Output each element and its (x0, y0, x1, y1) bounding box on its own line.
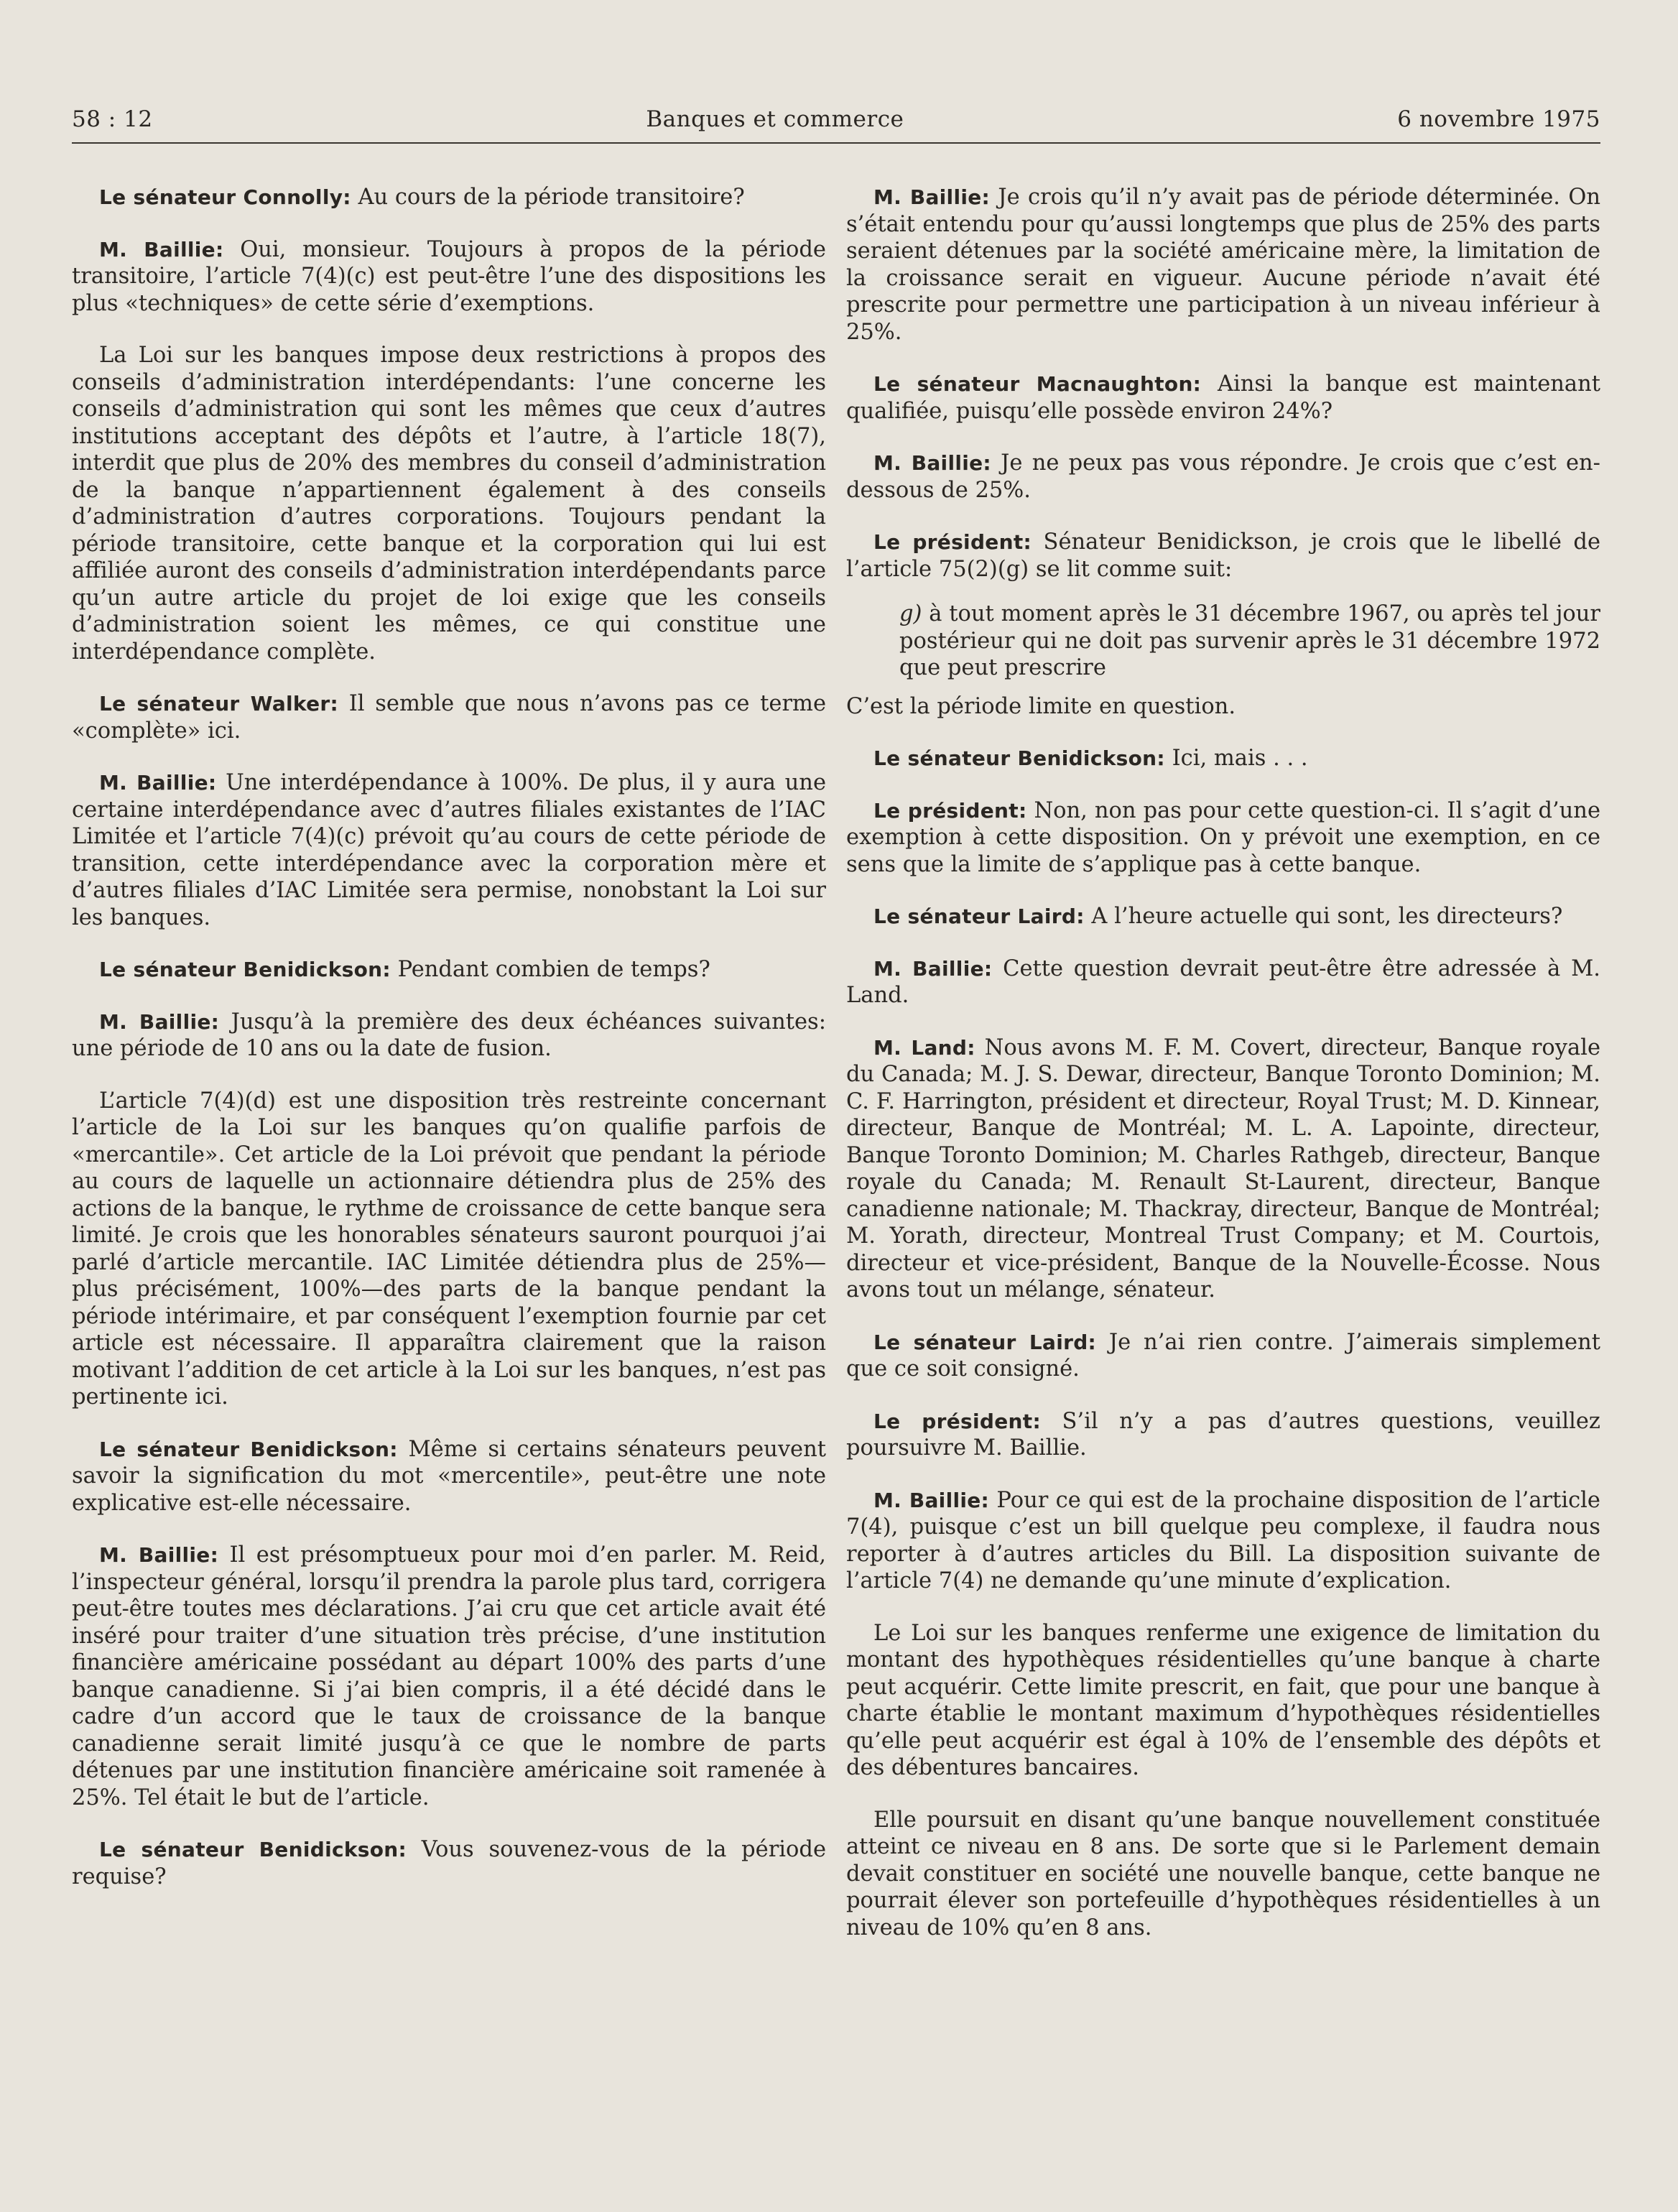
text-columns (72, 184, 1600, 1966)
paragraph (846, 371, 1600, 425)
speaker-name: M. Baillie: (99, 771, 217, 795)
right-column (846, 184, 1600, 1966)
quoted-text (899, 601, 1600, 682)
speaker-name: M. Baillie: (873, 185, 991, 209)
paragraph-text: C’est la période limite en question. (846, 693, 1236, 719)
paragraph (846, 1620, 1600, 1782)
speaker-name: M. Baillie: (99, 237, 224, 262)
paragraph-text: Au cours de la période transitoire? (351, 185, 745, 210)
paragraph-text: Même si certains sénateurs peuvent savoir la signification du mot «mercentile», peut-être une note explicative est-elle nécessaire. (72, 1436, 826, 1516)
paragraph (72, 1542, 826, 1811)
paragraph (846, 529, 1600, 583)
speaker-name: Le président: (873, 530, 1032, 554)
page-number: 58 : 12 (72, 106, 153, 132)
paragraph (72, 184, 826, 211)
paragraph-text: Il est présomptueux pour moi d’en parler. M. Reid, l’inspecteur général, lorsqu’il prendra la parole plus tard, corrigera peut-être toutes mes déclarations. J’ai cru que cet article avait été inséré pour traiter d’une situation très précise, d’une institution financière américaine possédant au départ 100% des parts d’une banque canadienne. Si j’ai bien compris, il a été décidé dans le cadre d’un accord que le taux de croissance de la banque canadienne serait limité jusqu’à ce que le nombre de parts détenues par une institution financière américaine soit ramenée à 25%. Tel était le but de l’article. (72, 1542, 826, 1810)
paragraph (72, 236, 826, 318)
paragraph-text: Oui, monsieur. Toujours à propos de la période transitoire, l’article 7(4)(c) est peut-être l’une des dispositions les plus «techniques» de cette série d’exemptions. (72, 236, 826, 316)
paragraph-text: Je crois qu’il n’y avait pas de période déterminée. On s’était entendu pour qu’aussi longtemps que plus de 25% des parts seraient détenues par la société américaine mère, la limitation de la croissance serait en vigueur. Aucune période n’avait été prescrite pour permettre une participation à un niveau inférieur à 25%. (846, 185, 1600, 345)
paragraph-text: Une interdépendance à 100%. De plus, il y aura une certaine interdépendance avec d’autres filiales existantes de l’IAC Limitée et l’article 7(4)(c) prévoit qu’au cours de cette période de transition, cette interdépendance avec la corporation mère et d’autres filiales d’IAC Limitée sera permise, nonobstant la Loi sur les banques. (72, 770, 826, 930)
speaker-name: M. Baillie: (873, 1488, 990, 1512)
speaker-name: Le sénateur Macnaughton: (873, 372, 1202, 396)
paragraph-text: Cette question devrait peut-être être adressée à M. Land. (846, 955, 1600, 1008)
speaker-name: M. Land: (873, 1035, 975, 1060)
paragraph-text: Non, non pas pour cette question-ci. Il s’agit d’une exemption à cette disposition. On y prévoit une exemption, en ce sens que la limite de s’applique pas à cette banque. (846, 797, 1600, 877)
speaker-name: M. Baillie: (873, 956, 993, 981)
speaker-name: Le sénateur Benidickson: (99, 1437, 398, 1461)
quote-lead: g) (899, 601, 922, 626)
paragraph-text: Jusqu’à la première des deux échéances suivantes: une période de 10 ans ou la date de fusion. (72, 1009, 826, 1061)
paragraph (846, 1487, 1600, 1595)
paragraph-text: Vous souvenez-vous de la période requise? (72, 1837, 826, 1889)
speaker-name: Le sénateur Walker: (99, 692, 338, 716)
paragraph (72, 1088, 826, 1411)
paragraph-text: Il semble que nous n’avons pas ce terme «complète» ici. (72, 691, 827, 744)
paragraph-text: Elle poursuit en disant qu’une banque nouvellement constituée atteint ce niveau en 8 ans. De sorte que si le Parlement demain devait constituer en société une nouvelle banque, cette banque ne pourrait élever son portefeuille d’hypothèques résidentielles à un niveau de 10% qu’en 8 ans. (846, 1807, 1600, 1940)
paragraph (72, 769, 826, 931)
paragraph (846, 1035, 1600, 1304)
speaker-name: Le président: (873, 1409, 1041, 1433)
paragraph (846, 1329, 1600, 1383)
speaker-name: Le président: (873, 798, 1027, 823)
publication-title: Banques et commerce (646, 106, 904, 132)
paragraph-text: La Loi sur les banques impose deux restrictions à propos des conseils d’administration interdépendants: l’une concerne les conseils d’administration qui sont les mêmes que ceux d’autres institutions acceptant des dépôts et l’autre, à l’article 18(7), interdit que plus de 20% des membres du conseil d’administration de la banque n’appartiennent également à des conseils d’administration d’autres corporations. Toujours pendant la période transitoire, cette banque et la corporation qui lui est affiliée auront des conseils d’administration interdépendants parce qu’un autre article du projet de loi exige que les conseils d’administration soient les mêmes, ce qui constitue une interdépendance complète. (72, 343, 826, 665)
speaker-name: M. Baillie: (99, 1543, 219, 1567)
paragraph-text: Je n’ai rien contre. J’aimerais simplement que ce soit consigné. (846, 1329, 1600, 1382)
paragraph-text: Ici, mais . . . (1164, 746, 1308, 771)
paragraph-text: Pour ce qui est de la prochaine disposition de l’article 7(4), puisque c’est un bill quelque peu complexe, il faudra nous reporter à d’autres articles du Bill. La disposition suivante de l’article 7(4) ne demande qu’une minute d’explication. (846, 1487, 1600, 1593)
paragraph-text: Pendant combien de temps? (390, 957, 710, 982)
paragraph (72, 956, 826, 984)
paragraph (846, 1807, 1600, 1942)
left-column (72, 184, 826, 1966)
paragraph-text: Sénateur Benidickson, je crois que le libellé de l’article 75(2)(g) se lit comme suit: (846, 529, 1600, 582)
speaker-name: Le sénateur Connolly: (99, 185, 351, 209)
paragraph-text: Ainsi la banque est maintenant qualifiée, puisqu’elle possède environ 24%? (846, 371, 1600, 424)
paragraph-text: L’article 7(4)(d) est une disposition très restreinte concernant l’article de la Loi sur les banques qu’on qualifie parfois de «mercantile». Cet article de la Loi prévoit que pendant la période au cours de laquelle un actionnaire détiendra plus de 25% des actions de la banque, le rythme de croissance de cette banque sera limité. Je crois que les honorables sénateurs sauront pourquoi j’ai parlé d’article mercantile. IAC Limitée détiendra plus de 25%—plus précisément, 100%—des parts de la banque pendant la période intérimaire, et par conséquent l’exemption fournie par cet article est nécessaire. Il apparaîtra clairement que la raison motivant l’addition de cet article à la Loi sur les banques, n’est pas pertinente ici. (72, 1088, 826, 1410)
paragraph (72, 1436, 826, 1517)
paragraph (846, 1408, 1600, 1462)
quote-body: à tout moment après le 31 décembre 1967, ou après tel jour postérieur qui ne doit pas survenir après le 31 décembre 1972 que peut prescrire (899, 601, 1600, 680)
page-header (72, 106, 1600, 144)
paragraph (846, 903, 1600, 930)
paragraph-text: A l’heure actuelle qui sont, les directeurs? (1084, 904, 1563, 929)
speaker-name: M. Baillie: (99, 1009, 220, 1034)
header-date: 6 novembre 1975 (1397, 106, 1600, 132)
speaker-name: Le sénateur Benidickson: (99, 958, 391, 981)
paragraph-text: Nous avons M. F. M. Covert, directeur, Banque royale du Canada; M. J. S. Dewar, directeur, Banque Toronto Dominion; M. C. F. Harrington, président et directeur, Royal Trust; M. D. Kinnear, directeur, Banque de Montréal; M. L. A. Lapointe, directeur, Banque Toronto Dominion; M. Charles Rathgeb, directeur, Banque royale du Canada; M. Renault St-Laurent, directeur, Banque canadienne nationale; M. Thackray, directeur, Banque de Montréal; M. Yorath, directeur, Montreal Trust Company; et M. Courtois, directeur et vice-président, Banque de la Nouvelle-Écosse. Nous avons tout un mélange, sénateur. (846, 1035, 1601, 1302)
paragraph (846, 450, 1600, 504)
paragraph-text: Je ne peux pas vous répondre. Je crois que c’est en-dessous de 25%. (846, 450, 1600, 503)
paragraph (846, 955, 1600, 1009)
paragraph (72, 690, 826, 744)
paragraph (846, 745, 1600, 772)
paragraph (72, 1009, 826, 1063)
paragraph (72, 342, 826, 665)
paragraph (846, 184, 1600, 346)
speaker-name: Le sénateur Laird: (873, 904, 1085, 928)
paragraph (846, 693, 1600, 721)
paragraph-text: Le Loi sur les banques renferme une exigence de limitation du montant des hypothèques résidentielles qu’une banque à charte peut acquérir. Cette limite prescrit, en fait, que pour une banque à charte établie le montant maximum d’hypothèques résidentielles qu’elle peut acquérir est égal à 10% de l’ensemble des dépôts et des débentures bancaires. (846, 1620, 1600, 1780)
paragraph-text: S’il n’y a pas d’autres questions, veuillez poursuivre M. Baillie. (846, 1408, 1600, 1461)
speaker-name: Le sénateur Benidickson: (99, 1838, 407, 1861)
paragraph (846, 797, 1600, 879)
speaker-name: Le sénateur Benidickson: (873, 746, 1165, 770)
speaker-name: M. Baillie: (873, 451, 991, 475)
speaker-name: Le sénateur Laird: (873, 1330, 1097, 1354)
paragraph (72, 1836, 826, 1890)
